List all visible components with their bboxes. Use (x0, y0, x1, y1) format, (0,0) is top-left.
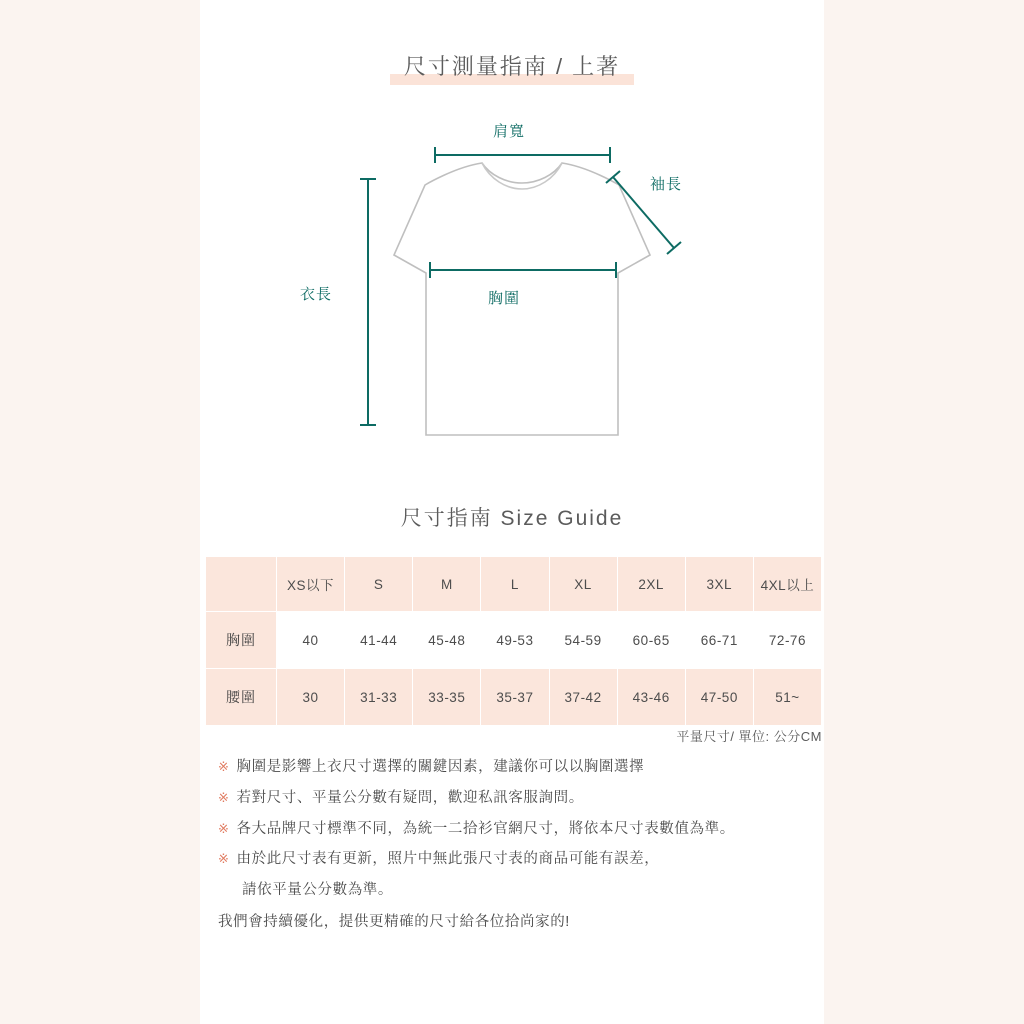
table-cell: 45-48 (413, 612, 481, 669)
note-item (218, 849, 838, 871)
note-item (218, 788, 838, 810)
note-mark-icon: ※ (218, 820, 230, 836)
page-title (390, 48, 634, 85)
table-cell: 31-33 (345, 669, 413, 726)
page-title-text: 尺寸測量指南 / 上著 (403, 54, 621, 79)
table-cell: 35-37 (481, 669, 549, 726)
table-cell: 72-76 (753, 612, 821, 669)
table-row (206, 669, 822, 726)
table-col-header: S (345, 557, 413, 612)
tshirt-outline (394, 163, 650, 435)
table-cell: 60-65 (617, 612, 685, 669)
shoulder-measure (435, 147, 610, 163)
note-mark-icon: ※ (218, 851, 230, 867)
garment-measurement-illustration (250, 105, 780, 465)
label-chest: 胸圍 (488, 290, 521, 307)
table-cell: 51~ (753, 669, 821, 726)
table-cell: 41-44 (345, 612, 413, 669)
size-table (205, 556, 822, 726)
table-cell: 47-50 (685, 669, 753, 726)
table-col-header: M (413, 557, 481, 612)
note-mark-icon: ※ (218, 789, 230, 805)
notes-list (218, 757, 838, 943)
note-text: 請依平量公分數為準。 (242, 882, 393, 898)
note-text: 胸圍是影響上衣尺寸選擇的關鍵因素，建議你可以以胸圍選擇 (236, 759, 645, 775)
note-item (218, 757, 838, 779)
table-corner-cell (206, 557, 277, 612)
table-col-header: XS以下 (277, 557, 345, 612)
table-cell: 54-59 (549, 612, 617, 669)
table-cell: 33-35 (413, 669, 481, 726)
table-unit-note: 平量尺寸/ 單位: 公分CM (676, 729, 822, 744)
note-item-continuation (218, 880, 838, 902)
table-cell: 66-71 (685, 612, 753, 669)
table-col-header: XL (549, 557, 617, 612)
table-cell: 49-53 (481, 612, 549, 669)
table-cell: 30 (277, 669, 345, 726)
size-table-wrap (205, 556, 822, 726)
table-col-header: L (481, 557, 549, 612)
note-text: 由於此尺寸表有更新，照片中無此張尺寸表的商品可能有誤差， (236, 851, 660, 868)
table-cell: 40 (277, 612, 345, 669)
table-header-row (206, 557, 822, 612)
label-shoulder-width: 肩寬 (493, 123, 526, 140)
table-col-header: 2XL (617, 557, 685, 612)
note-closing (218, 912, 838, 934)
note-text: 各大品牌尺寸標準不同，為統一二拾衫官網尺寸，將依本尺寸表數值為準。 (236, 820, 735, 837)
note-text: 若對尺寸、平量公分數有疑問，歡迎私訊客服詢問。 (236, 789, 584, 806)
chest-measure (430, 262, 616, 278)
table-cell: 37-42 (549, 669, 617, 726)
label-sleeve-length: 袖長 (650, 176, 683, 193)
table-col-header: 4XL以上 (753, 557, 821, 612)
note-text: 我們會持續優化，提供更精確的尺寸給各位拾尚家的! (218, 913, 570, 930)
table-row-header: 胸圍 (206, 612, 277, 669)
table-row-header: 腰圍 (206, 669, 277, 726)
length-measure (360, 179, 376, 425)
size-guide-heading: 尺寸指南 Size Guide (400, 507, 624, 530)
table-row (206, 612, 822, 669)
table-col-header: 3XL (685, 557, 753, 612)
label-body-length: 衣長 (300, 286, 333, 303)
table-cell: 43-46 (617, 669, 685, 726)
page-title-wrap (0, 48, 1024, 85)
note-mark-icon: ※ (218, 759, 230, 774)
note-item (218, 819, 838, 841)
